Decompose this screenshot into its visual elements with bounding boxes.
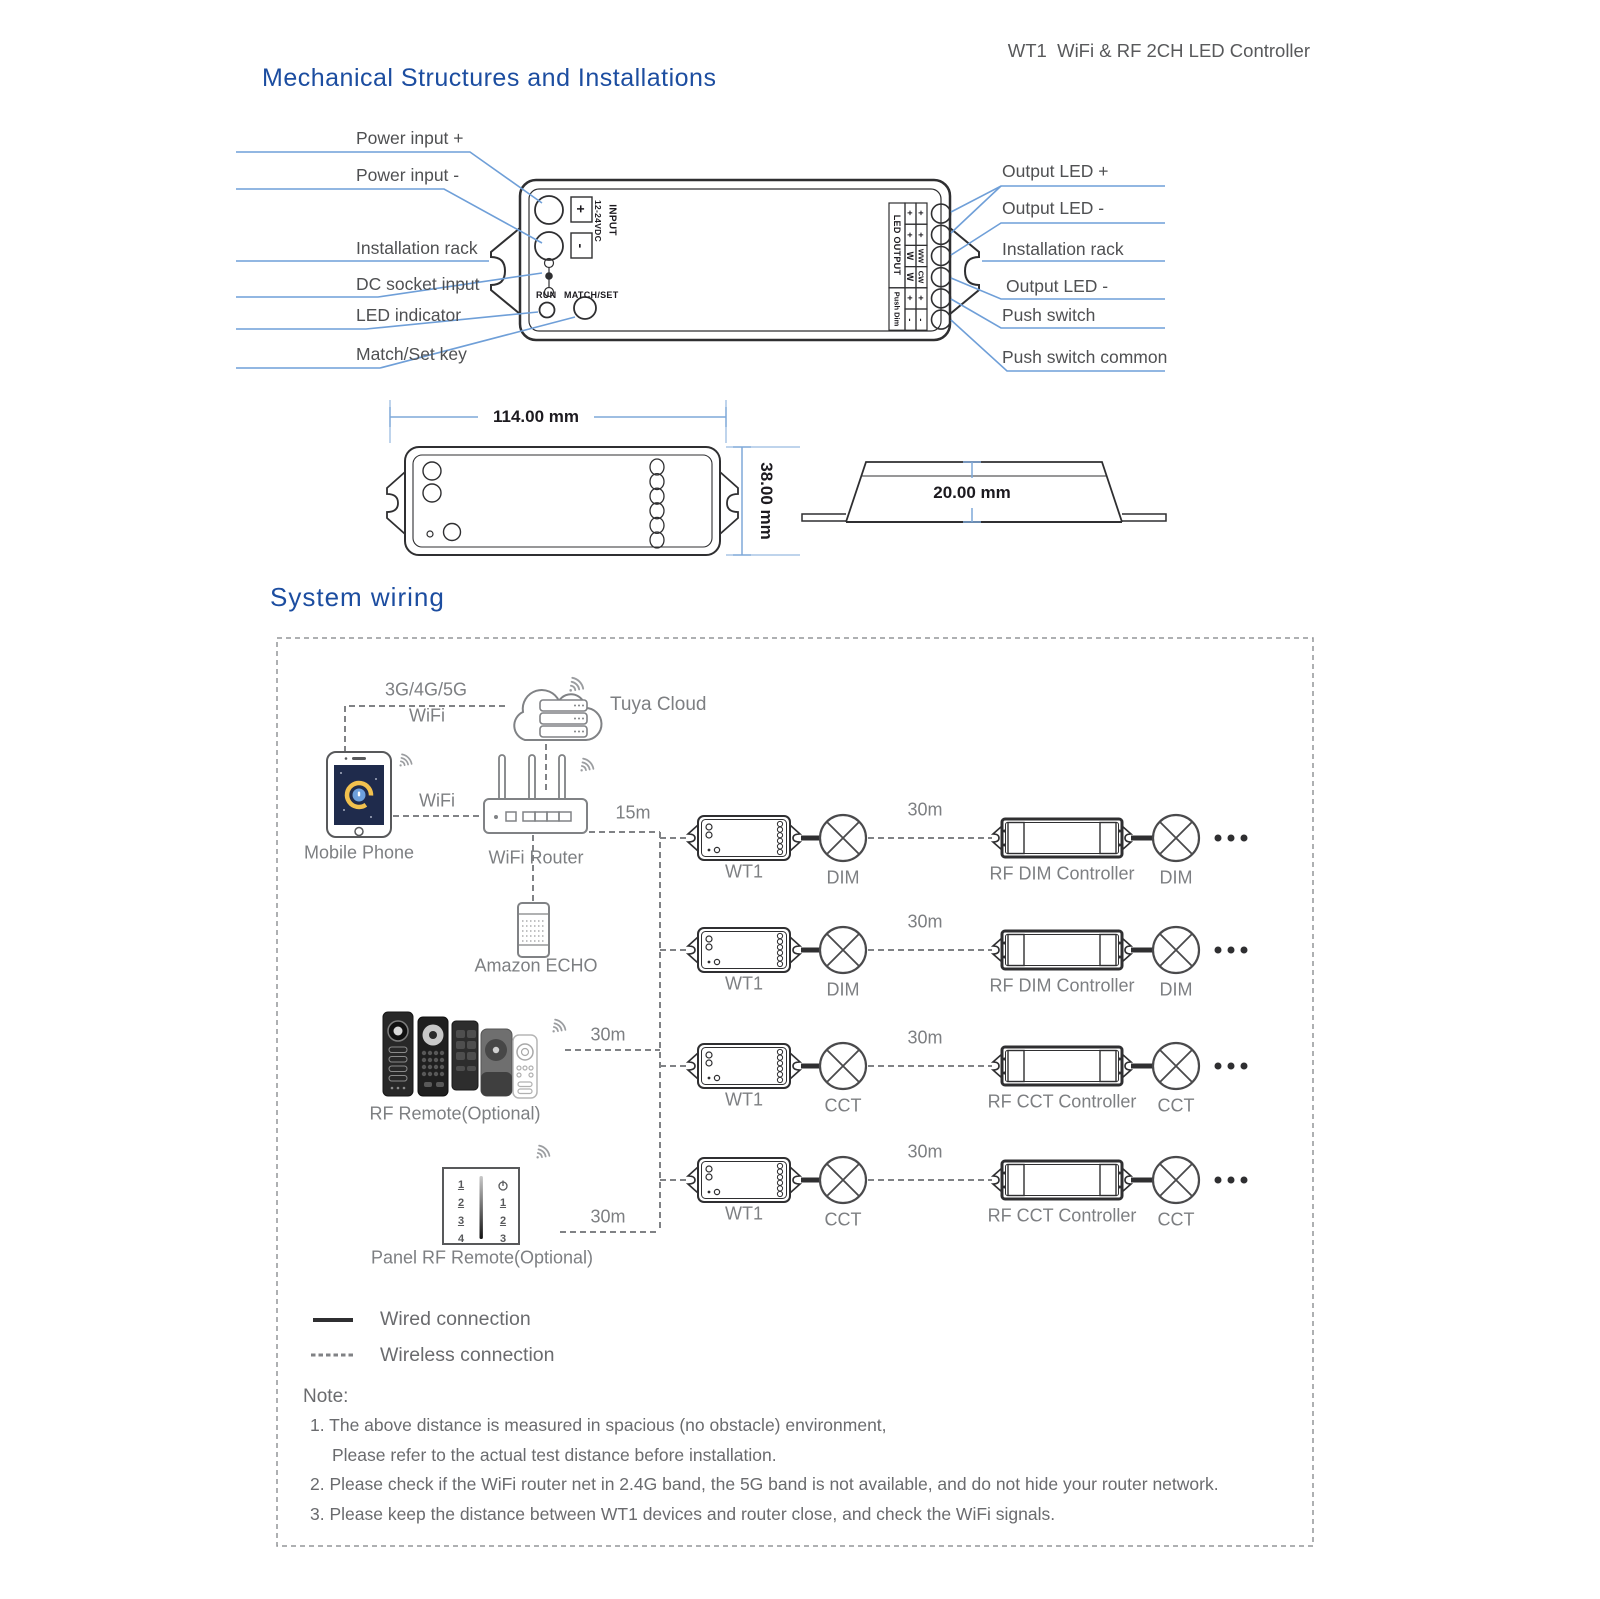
row1-distance: 30m [907, 799, 943, 820]
terminal-cell: + [916, 232, 926, 238]
wifi-signal-icon [399, 754, 411, 766]
mobile-phone-label: Mobile Phone [303, 842, 415, 863]
cloud-servers-icon [540, 700, 587, 737]
note-line-1b: Please refer to the actual test distance before installation. [332, 1445, 777, 1465]
rf-controller-icon [993, 931, 1131, 969]
row2-wt1-label: WT1 [725, 973, 763, 994]
mobile-link-sublabel: WiFi [409, 705, 445, 726]
cct-lamp-icon [820, 1157, 866, 1203]
input-minus-mark: - [573, 243, 589, 249]
panel-button-label: 2 [499, 1215, 507, 1227]
panel-button-label: 2 [457, 1197, 465, 1209]
row2-distance: 30m [907, 911, 943, 932]
label-output-led-minus-2: Output LED - [1006, 276, 1109, 296]
row3-wt1-label: WT1 [725, 1089, 763, 1110]
wiring-row-3 [688, 1043, 1248, 1089]
row3-controller-label: RF CCT Controller [987, 1091, 1137, 1112]
more-devices-dots [1215, 835, 1248, 842]
cct-lamp-icon [1153, 1043, 1199, 1089]
label-output-led-minus-1: Output LED - [1002, 198, 1105, 218]
note-line-2: 2. Please check if the WiFi router net in 2.4G band, the 5G band is not available, and do not hide your router network. [310, 1474, 1219, 1494]
panel-button-label: 1 [457, 1179, 465, 1191]
wired-connection-label: Wired connection [380, 1308, 531, 1330]
more-devices-dots [1215, 1177, 1248, 1184]
dim-lamp-icon [820, 927, 866, 973]
row1-wt1-label: WT1 [725, 861, 763, 882]
rf-remotes-icon [383, 1012, 565, 1098]
match-set-label: MATCH/SET [564, 290, 619, 300]
label-led-indicator: LED indicator [356, 305, 462, 325]
wifi-signal-icon [536, 1146, 549, 1159]
wifi-signal-icon [569, 678, 583, 692]
row2-lamp-label: DIM [826, 979, 860, 1000]
page-header-product: WT1 WiFi & RF 2CH LED Controller [1007, 40, 1310, 61]
label-power-input-plus: Power input + [356, 128, 464, 148]
wt1-device-icon [688, 816, 800, 860]
cct-lamp-icon [820, 1043, 866, 1089]
terminal-cell: + [916, 295, 926, 301]
push-dim-group-label: Push Dim [892, 291, 902, 327]
terminal-cell: + [916, 210, 926, 216]
wireless-connection-label: Wireless connection [380, 1344, 555, 1366]
left-bracket [491, 228, 520, 314]
label-installation-rack-left: Installation rack [356, 238, 478, 258]
row4-lamp2-label: CCT [1157, 1209, 1195, 1230]
controller-top-view [387, 447, 738, 555]
wifi-router-icon [484, 755, 593, 833]
remote-distance-label: 30m [590, 1024, 626, 1045]
amazon-echo-icon [518, 903, 549, 957]
row3-distance: 30m [907, 1027, 943, 1048]
panel-remote-label: Panel RF Remote(Optional) [370, 1247, 594, 1268]
mobile-phone-icon [327, 752, 412, 837]
note-title: Note: [303, 1386, 349, 1407]
wifi-router-label: WiFi Router [488, 847, 584, 868]
rf-controller-icon [993, 1047, 1131, 1085]
rf-remote-label: RF Remote(Optional) [369, 1103, 541, 1124]
label-push-switch: Push switch [1002, 305, 1096, 325]
wt1-device-icon [688, 1158, 800, 1202]
depth-dimension: 20.00 mm [933, 483, 1011, 502]
row4-distance: 30m [907, 1141, 943, 1162]
phone-router-link-label: WiFi [419, 790, 455, 811]
panel-button-label: 4 [457, 1233, 465, 1245]
row4-wt1-label: WT1 [725, 1203, 763, 1224]
panel-slider [480, 1176, 483, 1239]
panel-rf-remote-icon [443, 1146, 549, 1244]
row2-controller-label: RF DIM Controller [989, 975, 1135, 996]
terminal-cell: - [905, 318, 915, 322]
more-devices-dots [1215, 1063, 1248, 1070]
row2-lamp2-label: DIM [1159, 979, 1193, 1000]
note-line-1: 1. The above distance is measured in spacious (no obstacle) environment, [310, 1415, 887, 1435]
input-voltage: 12-24VDC [593, 199, 603, 243]
amazon-echo-label: Amazon ECHO [474, 955, 598, 976]
dim-lamp-icon [1153, 927, 1199, 973]
terminal-cell: + [905, 232, 915, 238]
tuya-cloud-label: Tuya Cloud [610, 694, 707, 715]
cct-lamp-icon [1153, 1157, 1199, 1203]
router-distance-label: 15m [615, 802, 651, 823]
wifi-signal-icon [580, 759, 593, 772]
input-plus-mark: + [573, 204, 589, 214]
terminal-cell: W [905, 251, 915, 261]
height-dimension: 38.00 mm [757, 462, 776, 540]
mechanical-diagram [0, 0, 1600, 580]
run-label: RUN [536, 290, 557, 300]
width-dimension: 114.00 mm [492, 407, 580, 426]
label-dc-socket-input: DC socket input [356, 274, 480, 294]
input-title: INPUT [606, 204, 618, 236]
panel-button-label: 1 [499, 1197, 507, 1209]
terminal-cell: - [916, 318, 926, 322]
row1-controller-label: RF DIM Controller [989, 863, 1135, 884]
more-devices-dots [1215, 947, 1248, 954]
wt1-device-icon [688, 928, 800, 972]
remote-distance-label: 30m [590, 1206, 626, 1227]
dim-lamp-icon [1153, 815, 1199, 861]
system-wiring-diagram [0, 580, 1600, 1599]
terminal-cell: WW [916, 248, 926, 264]
mobile-link-label: 3G/4G/5G [384, 679, 468, 700]
label-match-set-key: Match/Set key [356, 344, 467, 364]
row4-controller-label: RF CCT Controller [987, 1205, 1137, 1226]
mechanical-section-title: Mechanical Structures and Installations [262, 64, 717, 92]
note-line-3: 3. Please keep the distance between WT1 devices and router close, and check the WiFi signals. [310, 1504, 1056, 1524]
label-power-input-minus: Power input - [356, 165, 460, 185]
wiring-row-4 [688, 1157, 1248, 1203]
wifi-signal-icon [552, 1020, 565, 1033]
panel-button-label: 3 [499, 1233, 507, 1245]
row4-lamp-label: CCT [824, 1209, 862, 1230]
label-output-led-plus: Output LED + [1002, 161, 1109, 181]
rf-controller-icon [993, 1161, 1131, 1199]
terminal-cell: + [905, 210, 915, 216]
wiring-section-title: System wiring [270, 582, 445, 612]
dim-lamp-icon [820, 815, 866, 861]
wiring-row-2 [688, 927, 1248, 973]
row1-lamp-label: DIM [826, 867, 860, 888]
row3-lamp2-label: CCT [1157, 1095, 1195, 1116]
row3-lamp-label: CCT [824, 1095, 862, 1116]
label-push-switch-common: Push switch common [1002, 347, 1168, 367]
row1-lamp2-label: DIM [1159, 867, 1193, 888]
label-installation-rack-right: Installation rack [1002, 239, 1124, 259]
wiring-row-1 [688, 815, 1248, 861]
led-output-group-label: LED OUTPUT [892, 214, 902, 276]
terminal-cell: W [905, 272, 915, 282]
terminal-cell: + [905, 295, 915, 301]
tuya-cloud-icon [514, 678, 601, 740]
terminal-cell: CW [916, 270, 926, 284]
rf-controller-icon [993, 819, 1131, 857]
wt1-device-icon [688, 1044, 800, 1088]
panel-button-label: 3 [457, 1215, 465, 1227]
